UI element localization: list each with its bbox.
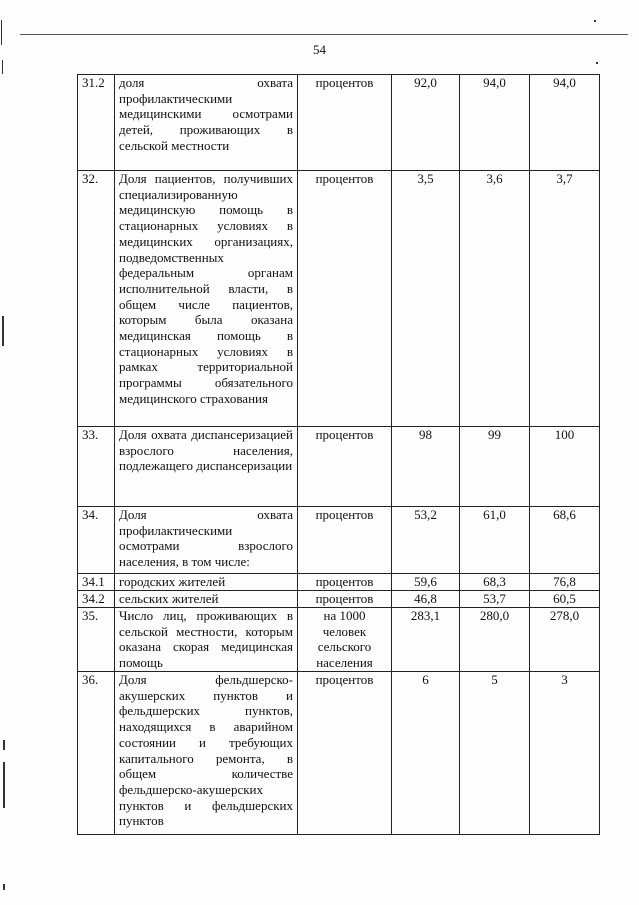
row-number: 34. <box>78 507 115 574</box>
indicator-name: доля охвата профилактическими медицинскими осмотрами детей, проживающих в сельской местности <box>115 75 298 171</box>
page-number: 54 <box>313 42 326 57</box>
row-number: 31.2 <box>78 75 115 171</box>
value-cell: 99 <box>460 427 530 507</box>
value-cell: 3 <box>530 672 600 835</box>
value-cell: 6 <box>392 672 460 835</box>
value-cell: 61,0 <box>460 507 530 574</box>
page-top-rule <box>20 34 628 35</box>
value-cell: 68,3 <box>460 574 530 591</box>
unit-cell: процентов <box>298 574 392 591</box>
table-row <box>78 591 600 608</box>
unit-cell: процентов <box>298 672 392 835</box>
value-cell: 283,1 <box>392 608 460 672</box>
indicator-name: Доля фельдшерско-акушерских пунктов и фельдшерских пунктов, находящихся в аварийном состоянии и требующих капитального ремонта, в общем количестве фельдшерско-акушерских пунктов и фельдшерских пунктов <box>115 672 298 835</box>
row-number: 36. <box>78 672 115 835</box>
value-cell: 53,7 <box>460 591 530 608</box>
row-number: 32. <box>78 171 115 427</box>
indicator-name: Доля охвата профилактическими осмотрами взрослого населения, в том числе: <box>115 507 298 574</box>
value-cell: 5 <box>460 672 530 835</box>
value-cell: 280,0 <box>460 608 530 672</box>
indicators-table <box>77 74 600 835</box>
scan-speck <box>594 20 596 22</box>
indicator-name: Доля охвата диспансеризацией взрослого населения, подлежащего диспансеризации <box>115 427 298 507</box>
value-cell: 46,8 <box>392 591 460 608</box>
value-cell: 76,8 <box>530 574 600 591</box>
value-cell: 94,0 <box>460 75 530 171</box>
indicator-name: сельских жителей <box>115 591 298 608</box>
table-row <box>78 171 600 427</box>
table-row <box>78 75 600 171</box>
value-cell: 3,6 <box>460 171 530 427</box>
unit-cell: процентов <box>298 75 392 171</box>
scan-speck <box>2 60 3 74</box>
table-row <box>78 574 600 591</box>
unit-cell: на 1000 человек сельского населения <box>298 608 392 672</box>
value-cell: 53,2 <box>392 507 460 574</box>
value-cell: 59,6 <box>392 574 460 591</box>
unit-cell: процентов <box>298 507 392 574</box>
scan-speck <box>596 62 598 64</box>
row-number: 33. <box>78 427 115 507</box>
value-cell: 60,5 <box>530 591 600 608</box>
unit-cell: процентов <box>298 171 392 427</box>
value-cell: 68,6 <box>530 507 600 574</box>
table-row <box>78 608 600 672</box>
value-cell: 94,0 <box>530 75 600 171</box>
scan-speck <box>2 316 4 346</box>
value-cell: 100 <box>530 427 600 507</box>
table-row <box>78 672 600 835</box>
indicator-name: Число лиц, проживающих в сельской местности, которым оказана скорая медицинская помощь <box>115 608 298 672</box>
table-row <box>78 507 600 574</box>
unit-cell: процентов <box>298 591 392 608</box>
table-row <box>78 427 600 507</box>
scan-speck <box>3 762 5 808</box>
scan-speck <box>3 884 5 890</box>
scan-speck <box>3 740 5 750</box>
indicator-name: городских жителей <box>115 574 298 591</box>
indicator-name: Доля пациентов, получивших специализированную медицинскую помощь в стационарных условиях в медицинских организациях, подведомственных федеральным органам исполнительной власти, в общем числе пациентов, которым была оказана медицинская помощь в стационарных условиях в рамках территориальной программы обязательного медицинского страхования <box>115 171 298 427</box>
value-cell: 92,0 <box>392 75 460 171</box>
row-number: 34.1 <box>78 574 115 591</box>
value-cell: 98 <box>392 427 460 507</box>
row-number: 35. <box>78 608 115 672</box>
unit-cell: процентов <box>298 427 392 507</box>
value-cell: 3,5 <box>392 171 460 427</box>
value-cell: 3,7 <box>530 171 600 427</box>
row-number: 34.2 <box>78 591 115 608</box>
value-cell: 278,0 <box>530 608 600 672</box>
